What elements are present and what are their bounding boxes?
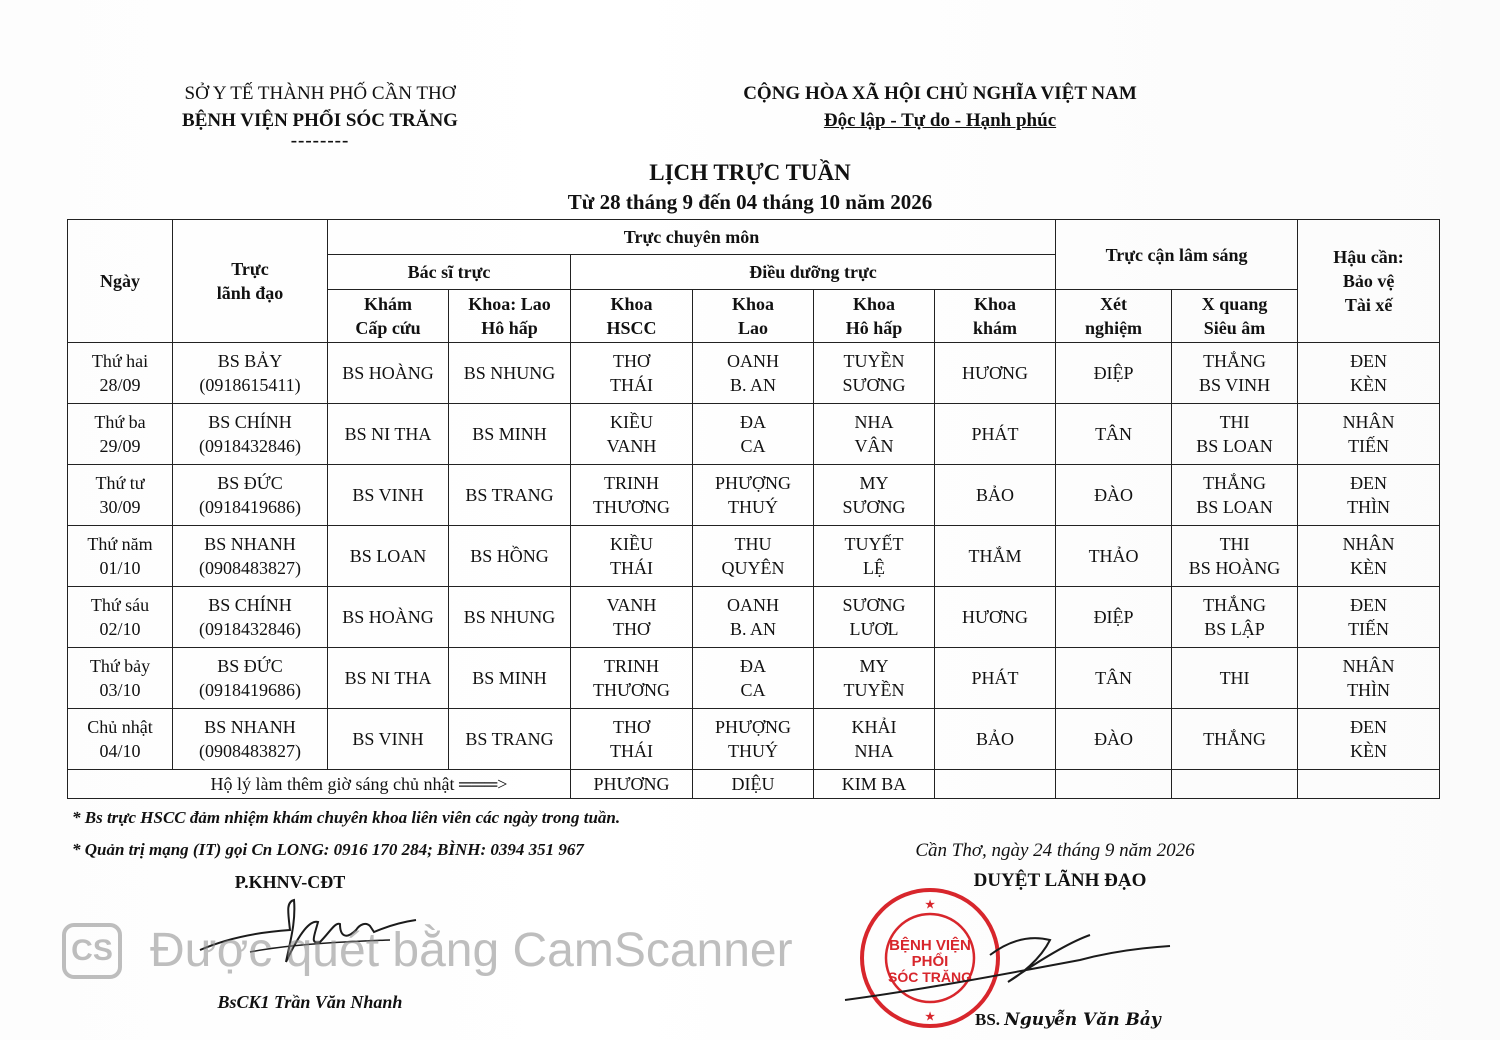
resp-nurse-cell-line1: SƯƠNG (842, 595, 906, 615)
header-tb: Khoa Lao (693, 290, 814, 343)
xray-cell-line1: THI (1219, 412, 1250, 432)
resp-nurse-cell-line2: LƯƠL (849, 619, 899, 639)
logistics-cell-line2: THÌN (1347, 680, 1391, 700)
overtime-hscc: PHƯƠNG (571, 770, 693, 799)
exam-nurse-cell: BẢO (935, 465, 1056, 526)
xray-cell (1172, 648, 1298, 709)
header-logistics-line3: Tài xế (1344, 295, 1393, 315)
leader-cell-line2: (0918432846) (199, 619, 301, 639)
overtime-respiratory: KIM BA (814, 770, 935, 799)
logistics-cell (1298, 648, 1440, 709)
resp-nurse-cell-line2: NHA (854, 741, 894, 761)
leader-cell-line1: BS CHÍNH (208, 412, 292, 432)
day-cell-line1: Thứ hai (91, 351, 149, 371)
overtime-empty (1056, 770, 1172, 799)
leader-cell-line1: BS NHANH (204, 717, 296, 737)
header-logistics-line2: Bảo vệ (1342, 271, 1395, 291)
xray-cell (1172, 343, 1298, 404)
tb-nurse-cell-line1: THU (734, 534, 772, 554)
tb-nurse-cell-line2: CA (740, 436, 766, 456)
xray-cell-line2: BS LOAN (1196, 497, 1273, 517)
day-cell-line1: Chủ nhật (87, 717, 153, 737)
leader-cell (173, 648, 328, 709)
hscc-nurse-cell-line2: VANH (606, 436, 657, 456)
tb-nurse-cell-line2: QUYÊN (721, 558, 785, 578)
tb-nurse-cell (693, 465, 814, 526)
logistics-cell (1298, 465, 1440, 526)
hscc-nurse-cell-line1: TRINH (604, 656, 659, 676)
leader-cell-line2: (0918419686) (199, 680, 301, 700)
resp-nurse-cell (814, 404, 935, 465)
logistics-cell-line2: TIẾN (1348, 619, 1390, 639)
schedule-body (68, 343, 1440, 770)
day-cell-line1: Thứ tư (95, 473, 145, 493)
logistics-cell (1298, 343, 1440, 404)
resp-nurse-cell-line1: TUYẾT (844, 534, 904, 554)
resp-nurse-cell-line2: VÂN (854, 436, 894, 456)
overtime-empty (1298, 770, 1440, 799)
overtime-empty (935, 770, 1056, 799)
right-signature-title: DUYỆT LÃNH ĐẠO (973, 870, 1147, 891)
lab-cell: THẢO (1056, 526, 1172, 587)
header-right (690, 80, 1190, 134)
header-left (140, 80, 500, 151)
hscc-nurse-cell-line1: TRINH (604, 473, 659, 493)
hscc-nurse-cell-line2: THÁI (610, 558, 653, 578)
tb-nurse-cell (693, 709, 814, 770)
official-stamp-and-signature (840, 880, 1180, 1030)
tb-nurse-cell-line1: OANH (727, 351, 779, 371)
tb-nurse-cell-line1: PHƯỢNG (715, 717, 791, 737)
logistics-cell-line2: KÈN (1350, 375, 1388, 395)
emergency-doctor-cell: BS VINH (328, 709, 449, 770)
day-cell (68, 343, 173, 404)
day-cell (68, 465, 173, 526)
hscc-nurse-cell (571, 343, 693, 404)
emergency-doctor-cell: BS HOÀNG (328, 587, 449, 648)
xray-cell (1172, 709, 1298, 770)
hscc-nurse-cell-line1: KIỀU (610, 534, 653, 554)
xray-cell (1172, 587, 1298, 648)
table-row (68, 404, 1440, 465)
hscc-nurse-cell-line1: VANH (606, 595, 657, 615)
day-cell-line2: 30/09 (99, 497, 141, 517)
svg-text:PHỔI: PHỔI (911, 953, 949, 970)
resp-nurse-cell-line1: MY (859, 473, 889, 493)
logistics-cell-line1: ĐEN (1350, 717, 1388, 737)
lab-cell: ĐÀO (1056, 465, 1172, 526)
hscc-nurse-cell-line1: THƠ (613, 717, 650, 737)
xray-cell-line1: THẮNG (1203, 351, 1267, 371)
tb-resp-doctor-cell: BS NHUNG (449, 343, 571, 404)
day-cell-line2: 04/10 (99, 741, 141, 761)
leader-cell (173, 343, 328, 404)
hscc-nurse-cell-line2: THƠ (613, 619, 650, 639)
document-title (470, 158, 1030, 216)
day-cell-line2: 03/10 (99, 680, 141, 700)
resp-nurse-cell (814, 587, 935, 648)
xray-cell-line2: BS VINH (1198, 375, 1271, 395)
hscc-nurse-cell (571, 709, 693, 770)
leader-cell-line2: (0908483827) (199, 558, 301, 578)
header-doctors: Bác sĩ trực (328, 255, 571, 290)
red-stamp (862, 890, 998, 1026)
tb-nurse-cell-line2: THUÝ (728, 497, 778, 517)
header-lab: Xét nghiệm (1056, 290, 1172, 343)
hscc-nurse-cell-line2: THÁI (610, 375, 653, 395)
hscc-nurse-cell-line2: THƯƠNG (593, 497, 670, 517)
header-day: Ngày (68, 220, 173, 343)
header-professional: Trực chuyên môn (328, 220, 1056, 255)
leader-cell-line2: (0918615411) (199, 375, 301, 395)
hscc-nurse-cell-line1: THƠ (613, 351, 650, 371)
header-leader-line1: Trực (231, 259, 269, 279)
left-signature-title: P.KHNV-CĐT (234, 872, 346, 892)
leader-cell-line1: BS ĐỨC (217, 473, 283, 493)
lab-cell: ĐIỆP (1056, 587, 1172, 648)
tb-resp-doctor-cell: BS MINH (449, 648, 571, 709)
tb-resp-doctor-cell: BS TRANG (449, 709, 571, 770)
header-leader (173, 220, 328, 343)
xray-cell-line1: THẮNG (1203, 729, 1267, 749)
xray-cell-line2: BS LOAN (1196, 436, 1273, 456)
table-row (68, 648, 1440, 709)
header-emergency: Khám Cấp cứu (328, 290, 449, 343)
day-cell-line1: Thứ năm (87, 534, 153, 554)
title-date-range: Từ 28 tháng 9 đến 04 tháng 10 năm 2026 (567, 190, 933, 214)
leader-cell (173, 709, 328, 770)
hospital-name: BỆNH VIỆN PHỔI SÓC TRĂNG (182, 110, 458, 131)
tb-nurse-cell-line2: THUÝ (728, 741, 778, 761)
exam-nurse-cell: PHÁT (935, 404, 1056, 465)
svg-text:BỆNH VIỆN: BỆNH VIỆN (889, 937, 971, 954)
table-row (68, 526, 1440, 587)
tb-resp-doctor-cell: BS HỒNG (449, 526, 571, 587)
logistics-cell-line2: KÈN (1350, 558, 1388, 578)
day-cell (68, 587, 173, 648)
day-cell (68, 404, 173, 465)
leader-cell-line2: (0918432846) (199, 436, 301, 456)
hscc-nurse-cell-line1: KIỀU (610, 412, 653, 432)
title-main: LỊCH TRỰC TUẦN (649, 160, 851, 185)
day-cell-line2: 01/10 (99, 558, 141, 578)
logistics-cell-line1: ĐEN (1350, 473, 1388, 493)
lab-cell: ĐÀO (1056, 709, 1172, 770)
overtime-label: Hộ lý làm thêm giờ sáng chủ nhật ═══> (68, 770, 571, 799)
header-paraclinical: Trực cận lâm sáng (1056, 220, 1298, 290)
resp-nurse-cell (814, 465, 935, 526)
leader-cell-line1: BS CHÍNH (208, 595, 292, 615)
emergency-doctor-cell: BS NI THA (328, 404, 449, 465)
emergency-doctor-cell: BS NI THA (328, 648, 449, 709)
day-cell-line1: Thứ sáu (90, 595, 150, 615)
watermark-text: Được quét bằng CamScanner (150, 924, 793, 977)
right-signer-name (975, 1010, 1195, 1030)
day-cell (68, 648, 173, 709)
leader-cell (173, 404, 328, 465)
logistics-cell (1298, 404, 1440, 465)
xray-cell (1172, 404, 1298, 465)
tb-nurse-cell-line1: PHƯỢNG (715, 473, 791, 493)
resp-nurse-cell-line2: SƯƠNG (842, 497, 906, 517)
logistics-cell (1298, 709, 1440, 770)
logistics-cell (1298, 526, 1440, 587)
hscc-nurse-cell (571, 404, 693, 465)
header-xray: X quang Siêu âm (1172, 290, 1298, 343)
overtime-row (68, 770, 1440, 799)
header-exam: Khoa khám (935, 290, 1056, 343)
lab-cell: TÂN (1056, 404, 1172, 465)
hscc-nurse-cell (571, 465, 693, 526)
table-row (68, 465, 1440, 526)
day-cell-line2: 29/09 (99, 436, 141, 456)
note-hscc: * Bs trực HSCC đảm nhiệm khám chuyên khoa liên viên các ngày trong tuần. (72, 808, 621, 827)
day-cell-line2: 28/09 (99, 375, 141, 395)
logistics-cell-line2: KÈN (1350, 741, 1388, 761)
leader-cell-line1: BS BẢY (217, 351, 283, 371)
logistics-cell-line2: THÌN (1347, 497, 1391, 517)
resp-nurse-cell-line2: TUYỀN (843, 680, 905, 700)
lab-cell: ĐIỆP (1056, 343, 1172, 404)
table-row (68, 709, 1440, 770)
table-row (68, 587, 1440, 648)
nation-name: CỘNG HÒA XÃ HỘI CHỦ NGHĨA VIỆT NAM (743, 83, 1137, 104)
header-nurses: Điều dưỡng trực (571, 255, 1056, 290)
table-row (68, 343, 1440, 404)
svg-text:★: ★ (925, 1011, 935, 1023)
xray-cell-line1: THẮNG (1203, 473, 1267, 493)
hscc-nurse-cell (571, 587, 693, 648)
overtime-tb: DIỆU (693, 770, 814, 799)
resp-nurse-cell (814, 709, 935, 770)
emergency-doctor-cell: BS LOAN (328, 526, 449, 587)
tb-nurse-cell (693, 404, 814, 465)
header-separator: -------- (290, 130, 350, 151)
exam-nurse-cell: THẮM (935, 526, 1056, 587)
hscc-nurse-cell (571, 526, 693, 587)
xray-cell-line1: THI (1219, 534, 1250, 554)
department-name: SỞ Y TẾ THÀNH PHỐ CẦN THƠ (184, 83, 456, 104)
tb-nurse-cell (693, 648, 814, 709)
hscc-nurse-cell-line2: THÁI (610, 741, 653, 761)
tb-resp-doctor-cell: BS TRANG (449, 465, 571, 526)
header-leader-line2: lãnh đạo (216, 283, 284, 303)
resp-nurse-cell-line2: SƯƠNG (842, 375, 906, 395)
logistics-cell-line1: ĐEN (1350, 595, 1388, 615)
note-it-contact: * Quản trị mạng (IT) gọi Cn LONG: 0916 170 284; BÌNH: 0394 351 967 (72, 840, 584, 859)
leader-cell-line1: BS NHANH (204, 534, 296, 554)
lab-cell: TÂN (1056, 648, 1172, 709)
header-logistics (1298, 220, 1440, 343)
leader-cell (173, 465, 328, 526)
emergency-doctor-cell: BS HOÀNG (328, 343, 449, 404)
resp-nurse-cell (814, 648, 935, 709)
resp-nurse-cell-line1: NHA (854, 412, 894, 432)
xray-cell (1172, 465, 1298, 526)
resp-nurse-cell (814, 526, 935, 587)
resp-nurse-cell (814, 343, 935, 404)
camscanner-watermark (58, 915, 858, 985)
xray-cell (1172, 526, 1298, 587)
logistics-cell-line1: ĐEN (1350, 351, 1388, 371)
day-cell (68, 709, 173, 770)
logistics-cell-line1: NHÂN (1342, 412, 1395, 432)
xray-cell-line2: BS LẬP (1204, 619, 1265, 639)
tb-resp-doctor-cell: BS MINH (449, 404, 571, 465)
xray-cell-line1: THẮNG (1203, 595, 1267, 615)
exam-nurse-cell: HƯƠNG (935, 343, 1056, 404)
tb-nurse-cell-line2: CA (740, 680, 766, 700)
exam-nurse-cell: PHÁT (935, 648, 1056, 709)
hscc-nurse-cell (571, 648, 693, 709)
overtime-empty (1172, 770, 1298, 799)
resp-nurse-cell-line1: MY (859, 656, 889, 676)
day-cell-line1: Thứ ba (94, 412, 146, 432)
day-cell (68, 526, 173, 587)
tb-nurse-cell (693, 343, 814, 404)
logistics-cell-line1: NHÂN (1342, 534, 1395, 554)
leader-cell (173, 587, 328, 648)
leader-cell (173, 526, 328, 587)
xray-cell-line1: THI (1219, 668, 1250, 688)
header-tb-respiratory: Khoa: Lao Hô hấp (449, 290, 571, 343)
tb-nurse-cell-line2: B. AN (729, 619, 776, 639)
leader-cell-line1: BS ĐỨC (217, 656, 283, 676)
national-motto: Độc lập - Tự do - Hạnh phúc (823, 110, 1057, 131)
day-cell-line2: 02/10 (99, 619, 141, 639)
logistics-cell (1298, 587, 1440, 648)
resp-nurse-cell-line1: KHẢI (851, 717, 897, 737)
right-signer-prefix: BS. (975, 1010, 1001, 1029)
day-cell-line1: Thứ bảy (89, 656, 151, 676)
hscc-nurse-cell-line2: THƯƠNG (593, 680, 670, 700)
emergency-doctor-cell: BS VINH (328, 465, 449, 526)
svg-text:SÓC TRĂNG: SÓC TRĂNG (888, 969, 972, 985)
resp-nurse-cell-line2: LỆ (863, 558, 885, 578)
duty-schedule-table (67, 219, 1440, 799)
tb-resp-doctor-cell: BS NHUNG (449, 587, 571, 648)
tb-nurse-cell-line1: ĐA (740, 656, 766, 676)
camscanner-logo-icon: CS (62, 923, 122, 979)
header-respiratory: Khoa Hô hấp (814, 290, 935, 343)
svg-text:★: ★ (925, 899, 935, 911)
header-hscc: Khoa HSCC (571, 290, 693, 343)
left-signer-name: BsCK1 Trần Văn Nhanh (217, 992, 403, 1012)
tb-nurse-cell (693, 587, 814, 648)
leader-cell-line2: (0908483827) (199, 741, 301, 761)
tb-nurse-cell-line2: B. AN (729, 375, 776, 395)
leader-cell-line2: (0918419686) (199, 497, 301, 517)
exam-nurse-cell: HƯƠNG (935, 587, 1056, 648)
exam-nurse-cell: BẢO (935, 709, 1056, 770)
xray-cell-line2: BS HOÀNG (1188, 558, 1281, 578)
tb-nurse-cell-line1: ĐA (740, 412, 766, 432)
tb-nurse-cell-line1: OANH (727, 595, 779, 615)
header-logistics-line1: Hậu cần: (1333, 247, 1404, 267)
tb-nurse-cell (693, 526, 814, 587)
place-date: Cần Thơ, ngày 24 tháng 9 năm 2026 (915, 840, 1195, 861)
logistics-cell-line2: TIẾN (1348, 436, 1390, 456)
right-signer-handwritten-name: Nguyễn Văn Bảy (1004, 1010, 1161, 1030)
logistics-cell-line1: NHÂN (1342, 656, 1395, 676)
resp-nurse-cell-line1: TUYỀN (843, 351, 905, 371)
